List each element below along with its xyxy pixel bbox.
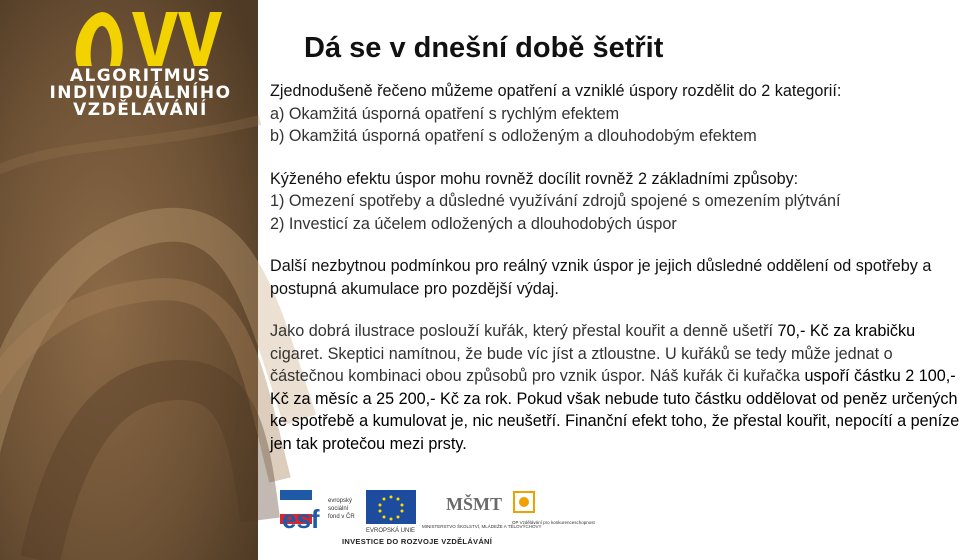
svg-text:esf: esf [282, 504, 320, 534]
section4-highlight-price: 70,- Kč za krabičku [777, 322, 916, 340]
msmt-label: MINISTERSTVO ŠKOLSTVÍ, MLÁDEŽE A TĚLOVÝCHOVY [422, 524, 542, 529]
section3-paragraph: Další nezbytnou podmínkou pro reálný vznik úspor je jejich důsledné oddělení od spotřeby a postupná akumulace pro pozdější výdaj. [270, 257, 932, 298]
logo-mark [40, 4, 240, 74]
eu-label: EVROPSKÁ UNIE [366, 528, 416, 534]
section4-text-c: cigaret. Skeptici namítnou, že bude víc jíst a ztloustne. U kuřáků se tedy může jednat o částečnou kombinaci obou způsobů pro vznik úspor. Náš kuřák či kuřačka [270, 344, 893, 385]
section2-item-2: 2) Investicí za účelem odložených a dlouhodobých úspor [270, 214, 677, 233]
section1-item-b: b) Okamžitá úsporná opatření s odloženým a dlouhodobým efektem [270, 127, 757, 145]
esf-logo [280, 490, 364, 534]
section2-heading: Kýženého efektu úspor mohu rovněž docílit rovněž 2 základními způsoby: [270, 169, 799, 188]
logo-line-2: INDIVIDUÁLNÍHO [49, 83, 232, 103]
logo-line-1: ALGORITMUS [69, 66, 212, 86]
logo-line-3: VZDĚLÁVÁNÍ [73, 100, 208, 120]
section1-item-a: a) Okamžitá úsporná opatření s rychlým efektem [270, 104, 620, 123]
section4-text-a: Jako dobrá ilustrace poslouží kuřák, který přestal kouřit a denně ušetří [270, 322, 778, 340]
esf-line2: sociální [328, 506, 349, 512]
decorative-sidebar [0, 0, 258, 560]
slide-title: Dá se v dnešní době šetřit [304, 32, 664, 64]
slide-body [270, 80, 960, 455]
footer-caption: INVESTICE DO ROZVOJE VZDĚLÁVÁNÍ [342, 537, 493, 546]
svg-text:MŠMT: MŠMT [446, 494, 502, 514]
logo-wordmark [48, 68, 233, 119]
op-logo [512, 490, 595, 534]
section1-heading: Zjednodušeně řečeno můžeme opatření a vzniklé úspory rozdělit do 2 kategorií: [270, 82, 842, 100]
section4-paragraph [270, 320, 960, 455]
msmt-logo [416, 488, 542, 536]
esf-line1: evropský [328, 498, 353, 504]
esf-line3: fond v ČR [328, 514, 355, 520]
section4-highlight-savings: uspoří částku 2 100,- Kč za měsíc a 25 200,- Kč za rok. Pokud však nebude tuto částku oddělovat od peněz určených ke spotřebě a kumulovat je, nic neušetří. Finanční efekt toho, že přestal kouřit, nepocítí a peníze jen tak protečou mezi prsty. [270, 367, 960, 453]
op-label: OP Vzdělávání pro konkurenceschopnost [512, 520, 595, 525]
section2-item-1: 1) Omezení spotřeby a důsledné využívání zdrojů spojené s omezením plýtvání [270, 192, 841, 210]
